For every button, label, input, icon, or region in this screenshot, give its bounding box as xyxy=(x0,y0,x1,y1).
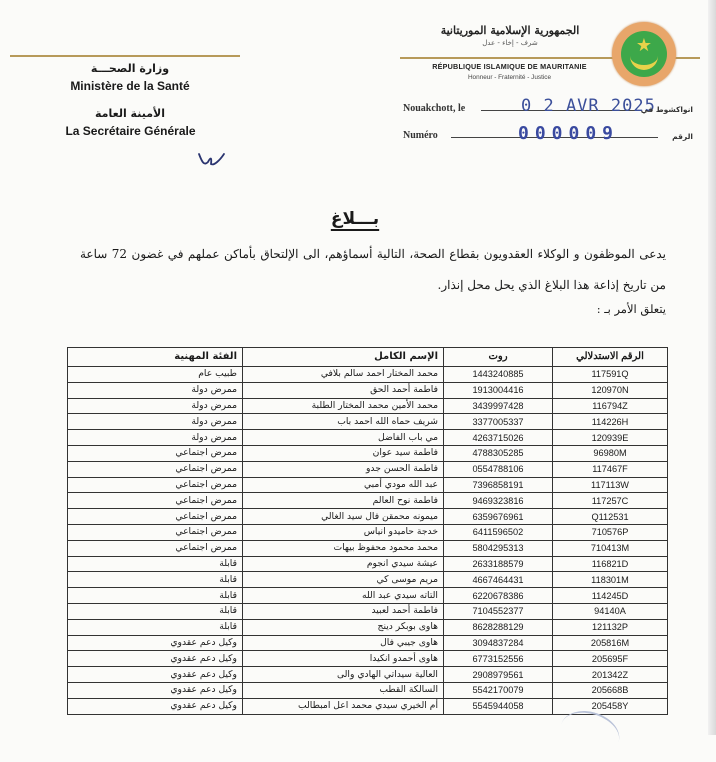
table-row xyxy=(68,651,668,667)
cell-rout: 0554788106 xyxy=(444,461,553,477)
cell-category: طبيب عام xyxy=(68,367,243,383)
header-category: الفئة المهنية xyxy=(68,348,243,367)
cell-id: 116794Z xyxy=(553,398,668,414)
cell-name: هاوى جيبي فال xyxy=(243,635,444,651)
cell-id: 117257C xyxy=(553,493,668,509)
cell-id: 205816M xyxy=(553,635,668,651)
table-row xyxy=(68,430,668,446)
cell-id: 116821D xyxy=(553,556,668,572)
cell-rout: 6220678386 xyxy=(444,588,553,604)
cell-name: محمد محمود محفوظ بيهات xyxy=(243,540,444,556)
cell-id: 117113W xyxy=(553,477,668,493)
cell-rout: 5545944058 xyxy=(444,698,553,714)
notice-paragraph-3: يتعلق الأمر بـ : xyxy=(596,302,666,316)
header-rout: روت xyxy=(444,348,553,367)
cell-rout: 3094837284 xyxy=(444,635,553,651)
cell-category: ممرض اجتماعي xyxy=(68,509,243,525)
table-row xyxy=(68,524,668,540)
cell-name: السالكة القطب xyxy=(243,682,444,698)
table-row xyxy=(68,540,668,556)
date-label-french: Nouakchott, le xyxy=(403,103,466,114)
crescent-icon xyxy=(630,51,658,70)
date-field xyxy=(403,95,693,117)
cell-name: فاطمة نوح العالم xyxy=(243,493,444,509)
table-header-row xyxy=(68,348,668,367)
page-edge-shadow xyxy=(708,0,716,735)
table-row xyxy=(68,556,668,572)
table-row xyxy=(68,414,668,430)
cell-id: 94140A xyxy=(553,603,668,619)
cell-name: أم الخيري سيدي محمد اعل امبطالب xyxy=(243,698,444,714)
secretariat-french: La Secrétaire Générale xyxy=(65,124,196,138)
cell-id: 201342Z xyxy=(553,667,668,683)
notice-paragraph-1: يدعى الموظفون و الوكلاء العقدويون بقطاع الصحة، التالية أسماؤهم، الى الإلتحاق بأماكن عملهم في غضون 72 ساعة xyxy=(80,247,666,261)
table-row xyxy=(68,619,668,635)
cell-id: 121132P xyxy=(553,619,668,635)
cell-category: وكيل دعم عقدوي xyxy=(68,667,243,683)
cell-id: 120939E xyxy=(553,430,668,446)
cell-category: ممرض دولة xyxy=(68,382,243,398)
cell-category: ممرض دولة xyxy=(68,398,243,414)
cell-name: مريم موسى كي xyxy=(243,572,444,588)
header-divider-left xyxy=(10,55,240,57)
cell-rout: 2633188579 xyxy=(444,556,553,572)
cell-id: 114245D xyxy=(553,588,668,604)
cell-rout: 2908979561 xyxy=(444,667,553,683)
number-stamp: 000009 xyxy=(518,123,620,144)
number-label-french: Numéro xyxy=(403,130,438,141)
cell-name: هاوى بوبكر دينج xyxy=(243,619,444,635)
cell-id: 117467F xyxy=(553,461,668,477)
cell-name: محمد الأمين محمد المختار الطلبة xyxy=(243,398,444,414)
cell-id: 205695F xyxy=(553,651,668,667)
notice-paragraph-2: من تاريخ إذاعة هذا البلاغ الذي يحل محل إنذار. xyxy=(437,278,666,292)
cell-rout: 6773152556 xyxy=(444,651,553,667)
table-row xyxy=(68,667,668,683)
table-row xyxy=(68,367,668,383)
cell-rout: 9469323816 xyxy=(444,493,553,509)
cell-category: وكيل دعم عقدوي xyxy=(68,635,243,651)
cell-name: هاوى أحمدو انكيدا xyxy=(243,651,444,667)
table-row xyxy=(68,382,668,398)
table-row xyxy=(68,603,668,619)
republic-name-arabic: الجمهورية الإسلامية الموريتانية xyxy=(440,24,580,37)
cell-id: 710576P xyxy=(553,524,668,540)
cell-name: فاطمة أحمد الحق xyxy=(243,382,444,398)
republic-motto-french: Honneur - Fraternité - Justice xyxy=(467,74,552,81)
cell-id: 118301M xyxy=(553,572,668,588)
cell-category: ممرض اجتماعي xyxy=(68,445,243,461)
cell-rout: 4788305285 xyxy=(444,445,553,461)
cell-category: ممرض اجتماعي xyxy=(68,477,243,493)
date-label-arabic: انواكشوط في xyxy=(640,105,693,114)
table-row xyxy=(68,398,668,414)
cell-name: فاطمة الحسن جدو xyxy=(243,461,444,477)
table-row xyxy=(68,635,668,651)
cell-rout: 3439997428 xyxy=(444,398,553,414)
cell-name: التاته سيدي عبد الله xyxy=(243,588,444,604)
cell-name: عيشة سيدي انجوم xyxy=(243,556,444,572)
table-row xyxy=(68,588,668,604)
header-id: الرقم الاستدلالي xyxy=(553,348,668,367)
reference-number-field xyxy=(403,122,693,144)
cell-name: مي باب الفاضل xyxy=(243,430,444,446)
header-name: الإسم الكامل xyxy=(243,348,444,367)
cell-id: 117591Q xyxy=(553,367,668,383)
cell-rout: 1913004416 xyxy=(444,382,553,398)
cell-name: فاطمة أحمد لعبيد xyxy=(243,603,444,619)
table-row xyxy=(68,445,668,461)
cell-rout: 5542170079 xyxy=(444,682,553,698)
cell-rout: 4263715026 xyxy=(444,430,553,446)
cell-rout: 5804295313 xyxy=(444,540,553,556)
cell-category: ممرض دولة xyxy=(68,430,243,446)
secretariat-arabic: الأمينة العامة xyxy=(95,107,165,120)
staff-table xyxy=(67,347,668,715)
cell-rout: 6411596502 xyxy=(444,524,553,540)
cell-category: ممرض اجتماعي xyxy=(68,461,243,477)
handwritten-initials-icon xyxy=(196,148,226,172)
seal-emblem xyxy=(621,31,667,77)
cell-rout: 7104552377 xyxy=(444,603,553,619)
cell-name: فاطمة سيد عوان xyxy=(243,445,444,461)
cell-rout: 1443240885 xyxy=(444,367,553,383)
star-icon: ★ xyxy=(635,35,653,56)
republic-name-french: RÉPUBLIQUE ISLAMIQUE DE MAURITANIE xyxy=(432,62,587,71)
cell-name: ميمونه محمقن فال سيد الغالي xyxy=(243,509,444,525)
cell-rout: 7396858191 xyxy=(444,477,553,493)
cell-id: 96980M xyxy=(553,445,668,461)
cell-id: 120970N xyxy=(553,382,668,398)
cell-name: خدجة حاميدو انياس xyxy=(243,524,444,540)
cell-category: قابلة xyxy=(68,588,243,604)
cell-category: قابلة xyxy=(68,603,243,619)
cell-category: قابلة xyxy=(68,556,243,572)
republic-motto-arabic: شرف - إخاء - عدل xyxy=(482,39,538,47)
cell-category: وكيل دعم عقدوي xyxy=(68,651,243,667)
cell-category: قابلة xyxy=(68,572,243,588)
table-row xyxy=(68,682,668,698)
table-row xyxy=(68,572,668,588)
cell-name: شريف حماه الله احمد باب xyxy=(243,414,444,430)
cell-rout: 3377005337 xyxy=(444,414,553,430)
number-label-arabic: الرقم xyxy=(672,132,693,141)
cell-id: 205668B xyxy=(553,682,668,698)
cell-category: ممرض اجتماعي xyxy=(68,540,243,556)
cell-name: العالية سيداتي الهادي والى xyxy=(243,667,444,683)
cell-category: ممرض اجتماعي xyxy=(68,493,243,509)
cell-category: ممرض اجتماعي xyxy=(68,524,243,540)
table-row xyxy=(68,477,668,493)
cell-rout: 4667464431 xyxy=(444,572,553,588)
ministry-name-arabic: وزارة الصحـــة xyxy=(90,62,170,75)
cell-id: Q112531 xyxy=(553,509,668,525)
cell-name: عبد الله مودي أمبي xyxy=(243,477,444,493)
cell-id: 114226H xyxy=(553,414,668,430)
cell-id: 710413M xyxy=(553,540,668,556)
cell-rout: 8628288129 xyxy=(444,619,553,635)
cell-category: قابلة xyxy=(68,619,243,635)
cell-category: وكيل دعم عقدوي xyxy=(68,698,243,714)
date-stamp: 0 2 AVR 2025 xyxy=(521,96,656,116)
ministry-name-french: Ministère de la Santé xyxy=(70,79,190,93)
cell-category: وكيل دعم عقدوي xyxy=(68,682,243,698)
table-row xyxy=(68,461,668,477)
cell-category: ممرض دولة xyxy=(68,414,243,430)
cell-rout: 6359676961 xyxy=(444,509,553,525)
table-row xyxy=(68,493,668,509)
national-seal-icon xyxy=(612,22,676,86)
cell-id: 205458Y xyxy=(553,698,668,714)
notice-title: بـــلاغ xyxy=(330,209,380,229)
table-row xyxy=(68,509,668,525)
cell-name: محمد المختار احمد سالم بلافي xyxy=(243,367,444,383)
